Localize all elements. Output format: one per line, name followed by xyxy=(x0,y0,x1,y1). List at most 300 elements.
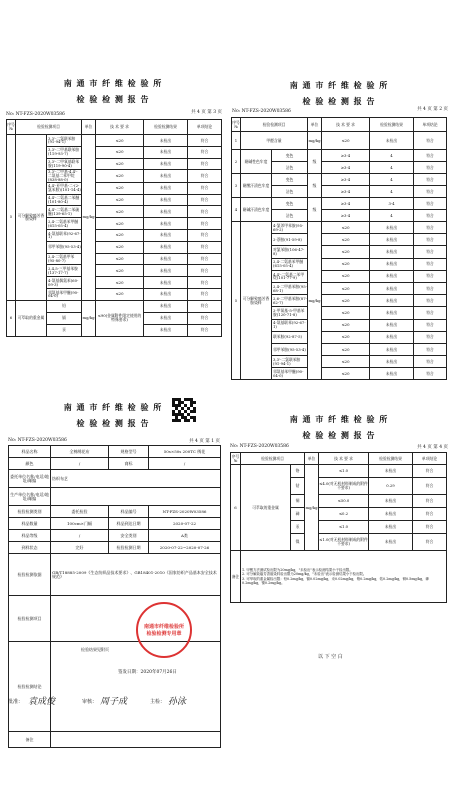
page-subtitle: 检 验 检 测 报 告 xyxy=(302,96,376,106)
unit-cell: mg/kg xyxy=(82,300,96,336)
field-label: 样品到达日期 xyxy=(109,518,149,530)
sub-item: 4-氯邻甲苯胺(95-69-2) xyxy=(272,222,308,234)
result-cell: 未检出 xyxy=(144,146,188,158)
result-cell: 未检出 xyxy=(144,300,188,312)
conclusion-cell: 符合 xyxy=(414,162,447,174)
result-cell: 未检出 xyxy=(144,229,188,241)
sub-item: 对氯苯胺(106-47-8) xyxy=(272,246,308,258)
conclusion-cell: 符合 xyxy=(188,135,222,147)
sub-item: 变色 xyxy=(272,174,308,186)
requirement-cell: ≤20 xyxy=(322,343,370,355)
requirement-cell: ≤20 xyxy=(96,253,144,265)
remark-text xyxy=(51,732,221,748)
sub-item: 4-氨基联苯(92-67-1) xyxy=(272,319,308,331)
result-cell: 未检出 xyxy=(144,265,188,277)
conclusion-cell: 符合 xyxy=(188,218,222,230)
col-no: 序号 № xyxy=(231,453,240,463)
conclusion-cell: 符合 xyxy=(414,222,447,234)
result-cell: 未检出 xyxy=(370,319,414,331)
sub-item: 2,4,5-三甲基苯胺(137-17-7) xyxy=(47,265,82,277)
basis-text: GB/T18885-2009《生态纺织品技术要求》、GB18401-2010《国家纺织产品基本安全技术规范》 xyxy=(51,554,221,596)
field-value: / xyxy=(149,458,221,470)
conclusion-text: 检验结果见附页 xyxy=(51,642,221,732)
result-cell: 未检出 xyxy=(370,132,414,150)
note-line: 1. 甲醛方法测试检出限为20mg/kg，"未检出"表示检测结果小于检出限。 xyxy=(242,567,353,572)
result-cell: 4 xyxy=(370,174,414,186)
field-label: 检验检测日期 xyxy=(109,542,149,554)
result-cell: 未检出 xyxy=(370,270,414,282)
sub-item: 2,4-二甲基苯胺(95-68-1) xyxy=(272,282,308,294)
sub-item: 砷 xyxy=(291,508,305,521)
result-cell: 未检出 xyxy=(369,508,413,521)
item-name: 耐碱性色牢度 xyxy=(241,150,272,174)
report-page-4 xyxy=(226,398,452,728)
result-cell: 3-4 xyxy=(370,198,414,210)
sub-item: 2,4-二氨基甲苯(95-80-7) xyxy=(47,253,82,265)
page-indicator: 共 4 页 第 2 页 xyxy=(417,107,448,112)
item-name: 可萃取的重金属 xyxy=(16,300,47,336)
sub-item: 4-氨基偶氮苯(60-09-3) xyxy=(47,277,82,289)
conclusion-cell: 符合 xyxy=(413,478,447,495)
result-cell: 未检出 xyxy=(370,246,414,258)
sub-item: 联苯胺(92-87-5) xyxy=(272,331,308,343)
result-cell: 未检出 xyxy=(370,258,414,270)
conclusion-cell: 符合 xyxy=(188,300,222,312)
result-cell: 未检出 xyxy=(370,356,414,368)
col-item: 检验检测项目 xyxy=(241,453,305,465)
approver-label: 批准： xyxy=(8,699,24,705)
result-cell: 未检出 xyxy=(144,218,188,230)
result-cell: 4 xyxy=(370,150,414,162)
sub-item: 变色 xyxy=(272,150,308,162)
conclusion-cell: 符合 xyxy=(188,146,222,158)
col-unit: 单位 xyxy=(305,453,319,465)
table-row xyxy=(231,465,447,478)
conclusion-cell: 符合 xyxy=(414,246,447,258)
requirement-cell: ≤20 xyxy=(322,258,370,270)
requirement-cell: ≤20 xyxy=(322,368,370,380)
conclusion-cell: 符合 xyxy=(188,277,222,289)
result-cell: 未检出 xyxy=(144,324,188,336)
sub-item: 邻甲苯胺(95-53-4) xyxy=(47,241,82,253)
col-no: 序号 № xyxy=(7,120,16,135)
row-number: 5 xyxy=(7,135,16,301)
row-number: 5 xyxy=(232,222,241,380)
report-number: No: NT-FZS-2020W03586 xyxy=(232,109,291,114)
result-table xyxy=(231,117,447,380)
table-row xyxy=(9,732,221,748)
col-item: 检验检测项目 xyxy=(241,118,308,132)
table-row xyxy=(232,222,447,234)
sub-item: 3,3'-二氯联苯胺(91-94-1) xyxy=(272,356,308,368)
field-label: 到样状态 xyxy=(9,542,51,554)
sub-item: 沾色 xyxy=(272,162,308,174)
conclusion-cell: 符合 xyxy=(188,324,222,336)
unit-cell: 级 xyxy=(308,174,322,198)
field-value: / xyxy=(51,458,109,470)
requirement-cell: ≤20 xyxy=(96,265,144,277)
table-row xyxy=(232,198,447,210)
requirement-cell: ≤20 xyxy=(96,277,144,289)
requirement-cell: ≥3-4 xyxy=(322,198,370,210)
requirement-cell: ≤20 xyxy=(96,206,144,218)
unit-cell: mg/kg xyxy=(82,135,96,301)
col-conclusion: 单项结论 xyxy=(414,118,447,132)
requirement-cell: ≤20 xyxy=(322,222,370,234)
field-label: 样品编号 xyxy=(109,506,149,518)
conclusion-cell: 符合 xyxy=(188,182,222,194)
row-number: 6 xyxy=(231,465,241,551)
field-label: 备注 xyxy=(231,551,241,603)
result-cell: 未检出 xyxy=(144,158,188,170)
result-cell: 未检出 xyxy=(144,135,188,147)
note-line: 2. 可分解致癌芳香胺染料检出限为20mg/kg，"未检出"表示检测结果小于检出限。 xyxy=(242,572,367,577)
page-indicator: 共 4 页 第 3 页 xyxy=(191,110,222,115)
table-row xyxy=(9,458,221,470)
sub-item: 钴 xyxy=(291,478,305,495)
result-cell: 未检出 xyxy=(144,312,188,324)
conclusion-cell: 符合 xyxy=(414,132,447,150)
requirement-cell: ≤20 xyxy=(96,146,144,158)
table-row xyxy=(9,506,221,518)
table-row xyxy=(7,300,222,312)
row-number: 1 xyxy=(232,132,241,150)
requirement-cell: ≤20 xyxy=(322,319,370,331)
conclusion-cell: 符合 xyxy=(414,150,447,162)
field-label: 检验检测项目 xyxy=(9,596,51,642)
field-value: A类 xyxy=(149,530,221,542)
sub-item: 2,6-二甲基苯胺(87-62-7) xyxy=(272,295,308,307)
col-conclusion: 单项结论 xyxy=(188,120,222,135)
col-req: 技 术 要 求 xyxy=(319,453,369,465)
conclusion-cell: 符合 xyxy=(414,368,447,380)
requirement-cell: ≤20 xyxy=(322,307,370,319)
field-value: 完好 xyxy=(51,542,109,554)
field-label: 颜色 xyxy=(9,458,51,470)
field-label: 委托单位名称/电话/地址/邮编 xyxy=(9,470,51,488)
field-value: 50s×50s 200TC 绣花 xyxy=(149,446,221,458)
sub-item: 4,4'-二氨基二苯硫醚(139-65-1) xyxy=(47,206,82,218)
sub-item: 邻氨基苯甲醚(90-04-0) xyxy=(47,288,82,300)
requirement-cell: ≤0.2 xyxy=(319,508,369,521)
notes-cell xyxy=(241,551,447,603)
reviewer-label: 审核： xyxy=(82,699,98,705)
conclusion-cell: 符合 xyxy=(414,307,447,319)
table-row xyxy=(9,470,221,488)
sub-item: 2-萘胺(91-59-8) xyxy=(272,234,308,246)
sub-item: 3,3'-二甲基联苯胺(119-93-7) xyxy=(47,146,82,158)
page-subtitle: 检 验 检 测 报 告 xyxy=(76,94,150,104)
requirement-cell: ≤50.0 xyxy=(319,495,369,508)
requirement-cell: ≤20 xyxy=(96,288,144,300)
result-cell: 未检出 xyxy=(369,465,413,478)
unit-cell: mg/kg xyxy=(305,465,319,551)
table-row xyxy=(232,174,447,186)
unit-cell: 级 xyxy=(308,150,322,174)
col-unit: 单位 xyxy=(82,120,96,135)
sub-item: 镉 xyxy=(47,312,82,324)
requirement-cell: ≤20 xyxy=(322,246,370,258)
table-row xyxy=(232,132,447,150)
result-cell: 未检出 xyxy=(144,288,188,300)
item-name: 可分解致癌芳香胺染料 xyxy=(16,135,47,301)
conclusion-cell: 符合 xyxy=(414,198,447,210)
sub-item: 2,4-二氨基苯甲醚(615-05-4) xyxy=(272,258,308,270)
field-label: 检验检测依据 xyxy=(9,554,51,596)
requirement-cell: ≤1.0(对无机材料制成的附件不要求) xyxy=(319,534,369,551)
item-name: 可萃取的重金属 xyxy=(241,465,291,551)
col-result: 检验检测结果 xyxy=(370,118,414,132)
result-cell: 未检出 xyxy=(370,282,414,294)
conclusion-cell: 符合 xyxy=(414,258,447,270)
result-cell: 未检出 xyxy=(144,194,188,206)
field-label: 检验检测类别 xyxy=(9,506,51,518)
page-indicator: 共 4 页 第 4 页 xyxy=(417,445,448,450)
col-result: 检验检测结果 xyxy=(144,120,188,135)
note-line: 3. 可萃取的重金属检出限：铅0.2mg/kg，镉0.02mg/kg，汞0.02mg/kg，铬0.2mg/kg，钴0.2mg/kg，铜0.5mg/kg，砷0.2mg/kg，镍0.2mg/kg。 xyxy=(242,576,429,585)
conclusion-cell: 符合 xyxy=(188,170,222,182)
col-conclusion: 单项结论 xyxy=(413,453,447,465)
sub-item: 2-甲氧基-5-甲基苯胺(120-71-8) xyxy=(272,307,308,319)
conclusion-cell: 符合 xyxy=(413,534,447,551)
row-number: 6 xyxy=(7,300,16,336)
requirement-cell: ≤20 xyxy=(96,135,144,147)
unit-cell: mg/kg xyxy=(308,132,322,150)
conclusion-cell: 符合 xyxy=(413,521,447,534)
report-page-1 xyxy=(0,398,226,742)
result-cell: 未检出 xyxy=(144,182,188,194)
requirement-cell: ≤20 xyxy=(322,356,370,368)
requirement-cell: ≤1.0 xyxy=(319,465,369,478)
table-row xyxy=(9,530,221,542)
page-indicator: 共 4 页 第 1 页 xyxy=(189,439,220,444)
field-label: 商标 xyxy=(109,458,149,470)
field-label: 规格型号 xyxy=(109,446,149,458)
result-cell: 未检出 xyxy=(370,343,414,355)
table-row xyxy=(9,446,221,458)
conclusion-cell: 符合 xyxy=(414,356,447,368)
approver-signature: 袁成俊 xyxy=(28,697,56,707)
requirement-cell: ≤20 xyxy=(96,218,144,230)
result-table xyxy=(230,452,447,603)
row-number: 4 xyxy=(232,198,241,222)
page-title: 南 通 市 纤 维 检 验 所 xyxy=(289,414,389,424)
sub-item: 汞 xyxy=(291,521,305,534)
conclusion-cell: 符合 xyxy=(188,241,222,253)
inspector-label: 主检： xyxy=(150,699,166,705)
conclusion-cell: 符合 xyxy=(188,253,222,265)
sub-item: 3,3'-二氯联苯胺(91-94-1) xyxy=(47,135,82,147)
result-cell: 未检出 xyxy=(370,222,414,234)
conclusion-cell: 符合 xyxy=(414,319,447,331)
field-label: 样品名称 xyxy=(9,446,51,458)
unit-cell: 级 xyxy=(308,198,322,222)
requirement-cell: ≤20 xyxy=(96,158,144,170)
requirement-cell: ≥3-4 xyxy=(322,186,370,198)
result-cell: 4 xyxy=(370,210,414,222)
requirement-cell: ≤20 xyxy=(96,229,144,241)
result-cell: 4 xyxy=(370,162,414,174)
table-row xyxy=(9,642,221,732)
col-req: 技 术 要 求 xyxy=(322,118,370,132)
item-name: 可分解致癌芳香胺染料 xyxy=(241,222,272,380)
sub-item: 4,4'-亚甲基-二-(2-氯苯胺)(101-14-4) xyxy=(48,183,81,193)
conclusion-cell: 符合 xyxy=(414,331,447,343)
result-cell: 未检出 xyxy=(370,295,414,307)
result-table xyxy=(6,119,222,337)
sub-item: 4,4'-二氨基二苯醚(101-80-4) xyxy=(47,194,82,206)
table-row xyxy=(9,542,221,554)
sub-item: 汞 xyxy=(47,324,82,336)
qr-code xyxy=(172,398,196,422)
requirement-cell: ≤20 xyxy=(96,182,144,194)
requirement-cell: ≤20 xyxy=(322,132,370,150)
conclusion-cell: 符合 xyxy=(414,234,447,246)
field-label: 样品等级 xyxy=(9,530,51,542)
conclusion-cell: 符合 xyxy=(414,295,447,307)
result-cell: 未检出 xyxy=(144,253,188,265)
field-value: 全棉绣花布 xyxy=(51,446,109,458)
col-no: 序号 № xyxy=(232,118,241,132)
requirement-cell: ≤20 xyxy=(322,295,370,307)
requirement-cell: ≥3-4 xyxy=(322,150,370,162)
requirement-cell: ≤20 xyxy=(96,194,144,206)
field-value: 100cm×门幅 xyxy=(51,518,109,530)
requirement-cell: ≤20 xyxy=(96,241,144,253)
field-value: 2020-07-22~2020-07-26 xyxy=(149,542,221,554)
sub-item: 4-氨基联苯(92-67-1) xyxy=(48,230,81,240)
conclusion-cell: 符合 xyxy=(414,174,447,186)
result-cell: 未检出 xyxy=(370,234,414,246)
field-label: 备注 xyxy=(9,732,51,748)
conclusion-cell: 符合 xyxy=(188,229,222,241)
item-name: 耐碱汗渍色牢度 xyxy=(241,198,272,222)
result-cell: 未检出 xyxy=(370,368,414,380)
field-label: 安全类别 xyxy=(109,530,149,542)
requirement-cell: ≤1.0 xyxy=(319,521,369,534)
result-cell: 未检出 xyxy=(144,206,188,218)
result-cell: 0.29 xyxy=(369,478,413,495)
requirement-cell: ≥3-4 xyxy=(322,174,370,186)
col-unit: 单位 xyxy=(308,118,322,132)
result-cell: 未检出 xyxy=(369,534,413,551)
page-title: 南 通 市 纤 维 检 验 所 xyxy=(63,402,163,412)
requirement-cell: ≤20 xyxy=(322,270,370,282)
sub-item: 铅 xyxy=(47,300,82,312)
table-row xyxy=(232,150,447,162)
requirement-cell: ≥3-4 xyxy=(322,210,370,222)
table-row xyxy=(7,135,222,147)
reviewer-signature: 周子成 xyxy=(100,697,128,707)
report-page-2 xyxy=(226,78,452,396)
result-cell: 未检出 xyxy=(370,307,414,319)
row-number: 3 xyxy=(232,174,241,198)
field-value: NT-FZS-2020W03586 xyxy=(149,506,221,518)
item-name: 耐酸汗渍色牢度 xyxy=(241,174,272,198)
table-row xyxy=(9,518,221,530)
field-value: 纺织布艺 xyxy=(51,470,221,488)
requirement-cell: ≤90(金属附件限定使用的特殊要求) xyxy=(96,300,144,336)
sub-item: 2,4-二氨基苯甲醚(615-05-4) xyxy=(47,218,82,230)
sub-item: 镍 xyxy=(291,534,305,551)
sub-item: 沾色 xyxy=(272,210,308,222)
field-value: 2020-07-22 xyxy=(149,518,221,530)
sub-item: 3,3'-二甲氧基联苯胺(119-90-4) xyxy=(47,158,82,170)
conclusion-cell: 符合 xyxy=(413,465,447,478)
row-number: 2 xyxy=(232,150,241,174)
field-value: 委托检验 xyxy=(51,506,109,518)
requirement-cell: ≥3-4 xyxy=(322,162,370,174)
field-label: 检验检测结论 xyxy=(9,642,51,732)
conclusion-cell: 符合 xyxy=(413,508,447,521)
page-title: 南 通 市 纤 维 检 验 所 xyxy=(289,80,389,90)
conclusion-cell: 符合 xyxy=(188,158,222,170)
conclusion-cell: 符合 xyxy=(188,312,222,324)
conclusion-cell: 符合 xyxy=(414,343,447,355)
result-cell: 未检出 xyxy=(370,331,414,343)
sub-item: 变色 xyxy=(272,198,308,210)
table-row xyxy=(9,488,221,506)
field-label: 样品数量 xyxy=(9,518,51,530)
conclusion-cell: 符合 xyxy=(188,194,222,206)
conclusion-cell: 符合 xyxy=(414,210,447,222)
blank-note: 以 下 空 白 xyxy=(318,654,343,660)
result-cell: 未检出 xyxy=(369,521,413,534)
requirement-cell: ≤20 xyxy=(322,282,370,294)
conclusion-cell: 符合 xyxy=(188,288,222,300)
result-cell: 未检出 xyxy=(144,277,188,289)
sub-item: 4,4'-二氨基二苯甲烷(101-77-9) xyxy=(272,270,308,282)
table-row xyxy=(9,554,221,596)
col-req: 技 术 要 求 xyxy=(96,120,144,135)
page-title: 南 通 市 纤 维 检 验 所 xyxy=(63,78,163,88)
conclusion-cell: 符合 xyxy=(414,270,447,282)
issue-date: 签发日期：2020年07月26日 xyxy=(118,670,177,675)
requirement-cell: ≤20 xyxy=(322,331,370,343)
sub-item: 铜 xyxy=(291,495,305,508)
requirement-cell: ≤4.0(对无机材料制成的附件不要求) xyxy=(319,478,369,495)
conclusion-cell: 符合 xyxy=(188,265,222,277)
col-result: 检验检测结果 xyxy=(369,453,413,465)
conclusion-cell: 符合 xyxy=(188,206,222,218)
requirement-cell: ≤20 xyxy=(322,234,370,246)
page-subtitle: 检 验 检 测 报 告 xyxy=(76,418,150,428)
result-cell: 未检出 xyxy=(144,241,188,253)
conclusion-cell: 符合 xyxy=(414,186,447,198)
field-value xyxy=(51,488,221,506)
report-page-3 xyxy=(0,78,226,396)
result-cell: 4 xyxy=(370,186,414,198)
item-name: 甲醛含量 xyxy=(241,132,308,150)
sub-item: 3,3'-二甲基-4,4'-二氨基二苯甲烷(838-88-0) xyxy=(47,170,82,182)
result-cell: 未检出 xyxy=(144,170,188,182)
report-number: No: NT-FZS-2020W03586 xyxy=(6,112,65,117)
field-label: 生产单位名称/电话/地址/邮编 xyxy=(9,488,51,506)
sub-item: 铬 xyxy=(291,465,305,478)
sub-item: 邻氨基苯甲醚(90-04-0) xyxy=(272,368,308,380)
table-row xyxy=(231,551,447,603)
unit-cell: mg/kg xyxy=(308,222,322,380)
sub-item: 沾色 xyxy=(272,186,308,198)
result-cell: 未检出 xyxy=(369,495,413,508)
official-stamp: 南通市纤维检验所 检验检测专用章 xyxy=(136,602,192,658)
report-number: No: NT-FZS-2020W03586 xyxy=(230,444,289,449)
sub-item: 邻甲苯胺(95-53-4) xyxy=(272,343,308,355)
conclusion-cell: 符合 xyxy=(413,495,447,508)
requirement-cell: ≤20 xyxy=(96,170,144,182)
field-value: / xyxy=(51,530,109,542)
inspector-signature: 孙泳 xyxy=(168,697,187,707)
